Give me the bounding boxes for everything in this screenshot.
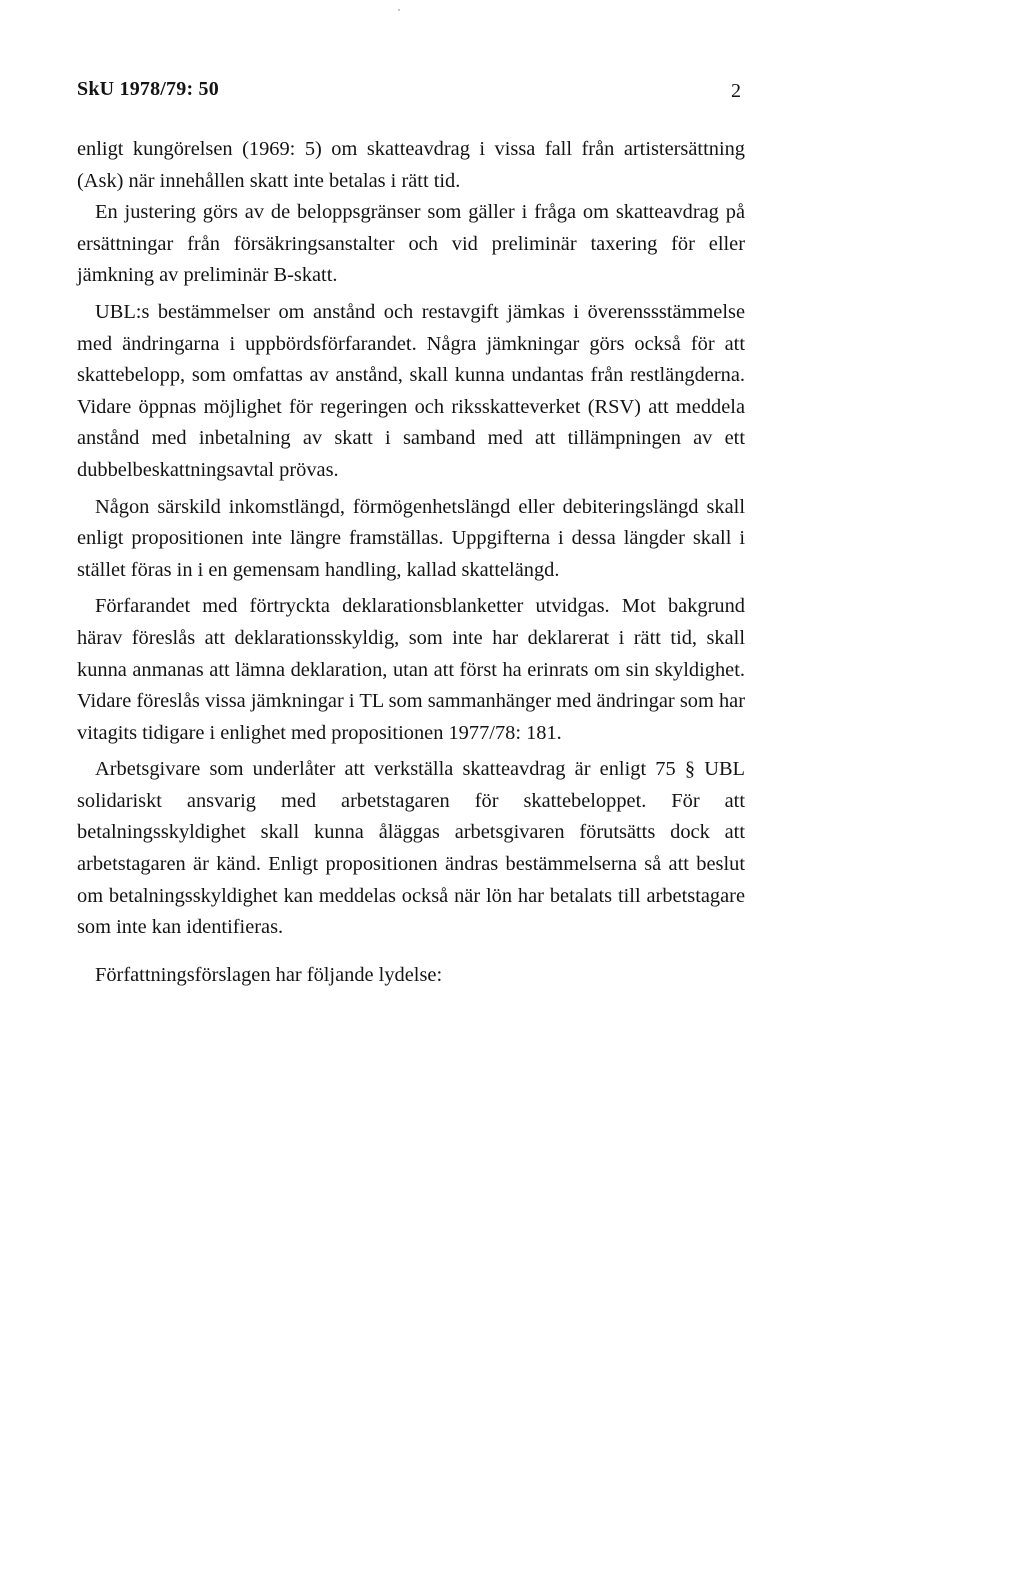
paragraph-anstand: UBL:s bestämmelser om anstånd och restavgift jämkas i överenssstämmelse med ändringarna i uppbördsförfarandet. Några jämkningar görs också för att skattebelopp, som omfattas av anstånd, skall kunna undantas från restlängderna. Vidare öppnas möjlighet för regeringen och riksskatteverket (RSV) att meddela anstånd med inbetalning av skatt i samband med att tillämpningen av ett dubbelbeskattningsavtal prövas. — [77, 300, 745, 481]
paragraph-forfattningsforslag: Författningsförslagen har följande lydelse: — [95, 963, 443, 986]
page-number: 2 — [731, 80, 741, 102]
paragraph-beloppsgranser: En justering görs av de beloppsgränser som gäller i fråga om skatteavdrag på ersättningar från försäkringsanstalter och vid preliminär taxering för eller jämkning av preliminär B-skatt. — [77, 201, 745, 287]
page-header — [77, 78, 741, 106]
body-text — [77, 134, 745, 991]
paragraph-skattelangd: Någon särskild inkomstlängd, förmögenhetslängd eller debiteringslängd skall enligt propositionen inte längre framställas. Uppgifterna i dessa längder skall i stället föras in i en gemensam handling, kallad skattelängd. — [77, 495, 745, 581]
scan-speck — [398, 9, 400, 11]
paragraph-arbetsgivare: Arbetsgivare som underlåter att verkställa skatteavdrag är enligt 75 § UBL solidariskt ansvarig med arbetstagaren för skattebeloppet. För att betalningsskyldighet skall kunna åläggas arbetsgivaren förutsätts dock att arbetstagaren är känd. Enligt propositionen ändras bestämmelserna så att beslut om betalningsskyldighet kan meddelas också när lön har betalats till arbetstagare som inte kan identifieras. — [77, 758, 745, 939]
document-reference: SkU 1978/79: 50 — [77, 78, 219, 100]
paragraph-continuation: enligt kungörelsen (1969: 5) om skatteavdrag i vissa fall från artistersättning (Ask) när innehållen skatt inte betalas i rätt tid. — [77, 138, 745, 192]
paragraph-deklarationsblanketter: Förfarandet med förtryckta deklarationsblanketter utvidgas. Mot bakgrund härav föreslås att deklarationsskyldig, som inte har deklarerat i rätt tid, skall kunna anmanas att lämna deklaration, utan att först ha erinrats om sin skyldighet. Vidare föreslås vissa jämkningar i TL som sammanhänger med ändringar som har vitagits tidigare i enlighet med propositionen 1977/78: 181. — [77, 595, 745, 744]
